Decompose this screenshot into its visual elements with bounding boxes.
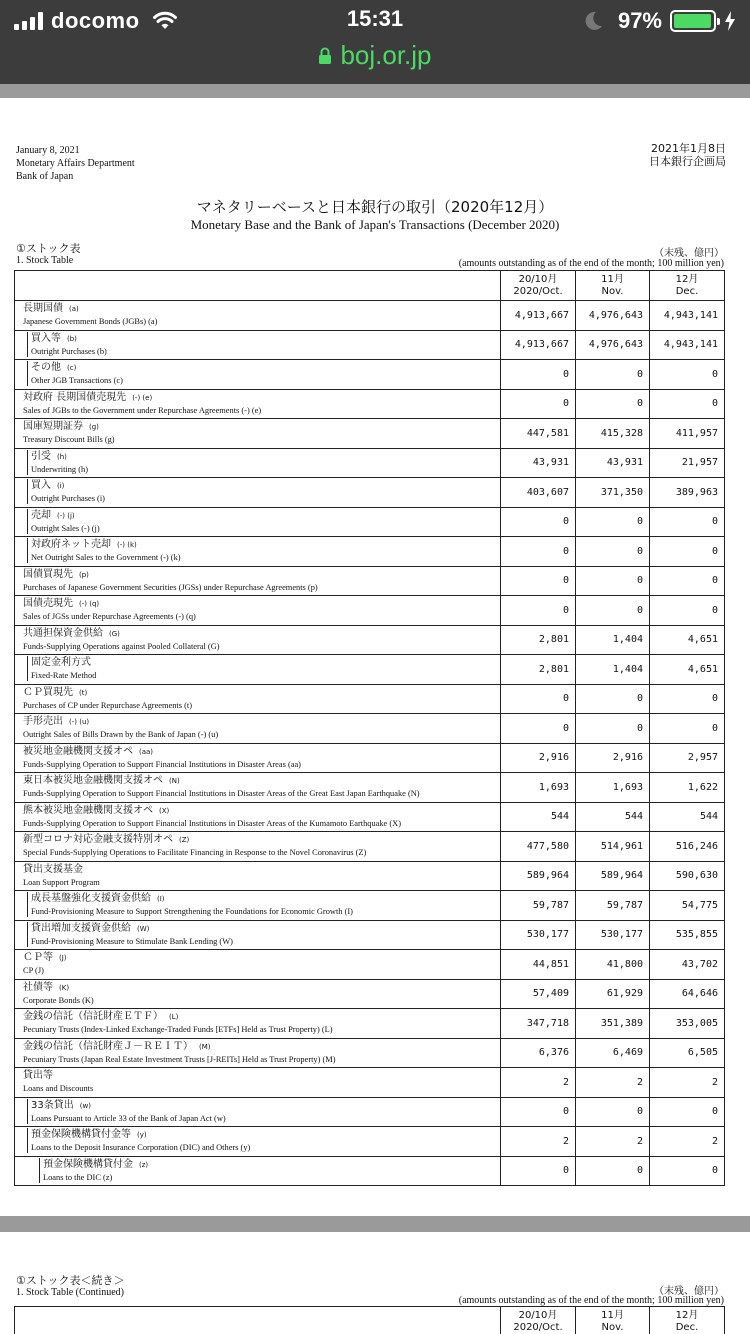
- battery-icon: [670, 10, 716, 32]
- column-header: 20/10月 2020/Oct.: [501, 1307, 576, 1334]
- value-cell: 0: [576, 1156, 650, 1186]
- row-label-en: Funds-Supplying Operations against Pooled Collateral (G): [23, 641, 220, 651]
- header-label-cell: [15, 1307, 501, 1334]
- row-label-cell: [15, 1009, 501, 1039]
- row-label-en: Purchases of Japanese Government Securities (JGSs) under Repurchase Agreements (p): [23, 582, 318, 592]
- row-label-jp: ＣＰ買現先 (t): [23, 686, 88, 698]
- value-cell: 59,787: [576, 891, 650, 921]
- column-header: 12月 Dec.: [650, 1307, 725, 1334]
- table-row: [15, 891, 725, 921]
- value-cell: 4,651: [650, 655, 725, 685]
- value-cell: 2: [650, 1127, 725, 1157]
- value-cell: 64,646: [650, 979, 725, 1009]
- table-row: [15, 861, 725, 891]
- value-cell: 1,404: [576, 655, 650, 685]
- row-label-en: Loans Pursuant to Article 33 of the Bank of Japan Act (w): [31, 1113, 226, 1123]
- stock-table: [14, 270, 725, 1186]
- url-text[interactable]: boj.or.jp: [340, 40, 432, 70]
- value-cell: 0: [650, 389, 725, 419]
- row-label-en: Sales of JGBs to the Government under Repurchase Agreements (-) (e): [23, 405, 262, 415]
- carrier-name: docomo: [51, 8, 140, 33]
- row-label-en: Corporate Bonds (K): [23, 995, 94, 1005]
- value-cell: 4,976,643: [576, 330, 650, 360]
- value-cell: 544: [576, 802, 650, 832]
- date-jp: 2021年1月8日: [651, 142, 726, 155]
- table-row: [15, 684, 725, 714]
- value-cell: 0: [576, 714, 650, 744]
- row-label-cell: [15, 684, 501, 714]
- table-row: [15, 979, 725, 1009]
- row-label-cell: [15, 802, 501, 832]
- table-row: [15, 448, 725, 478]
- value-cell: 54,775: [650, 891, 725, 921]
- value-cell: 0: [501, 714, 576, 744]
- row-label-cell: [15, 832, 501, 862]
- row-label-cell: [15, 655, 501, 685]
- value-cell: 61,929: [576, 979, 650, 1009]
- value-cell: 371,350: [576, 478, 650, 508]
- table-row: [15, 832, 725, 862]
- value-cell: 2: [576, 1068, 650, 1098]
- row-label-cell: [15, 419, 501, 449]
- value-cell: 590,630: [650, 861, 725, 891]
- value-cell: 0: [501, 537, 576, 567]
- page-title-en: Monetary Base and the Bank of Japan's Transactions (December 2020): [190, 217, 560, 232]
- value-cell: 403,607: [501, 478, 576, 508]
- row-label-jp: 熊本被災地金融機関支援オペ (X): [23, 804, 170, 816]
- row-label-jp: 社債等 (K): [23, 981, 70, 993]
- document-page-2: [0, 1232, 750, 1334]
- section-title-en: 1. Stock Table: [16, 255, 74, 266]
- row-label-en: Pecuniary Trusts (Japan Real Estate Investment Trusts [J-REITs] Held as Trust Property) (M): [23, 1054, 336, 1064]
- status-bar: [0, 0, 750, 84]
- row-label-en: Treasury Discount Bills (g): [23, 435, 115, 444]
- battery-percent: 97%: [617, 8, 662, 33]
- table-header-row: [15, 271, 725, 301]
- clock: 15:31: [346, 6, 404, 31]
- page-title-jp: マネタリーベースと日本銀行の取引（2020年12月）: [196, 198, 554, 216]
- value-cell: 0: [650, 507, 725, 537]
- row-label-en: Pecuniary Trusts (Index-Linked Exchange-Traded Funds [ETFs] Held as Trust Property) (L): [23, 1025, 333, 1034]
- row-label-en: Fixed-Rate Method: [31, 671, 97, 680]
- value-cell: 44,851: [501, 950, 576, 980]
- row-label-cell: [15, 1127, 501, 1157]
- row-label-jp: 売却 (-) (j): [31, 509, 75, 521]
- column-header: 11月 Nov.: [576, 1307, 650, 1334]
- value-cell: 0: [650, 1097, 725, 1127]
- row-label-jp: 長期国債 (a): [23, 303, 79, 314]
- value-cell: 0: [501, 360, 576, 390]
- value-cell: 2: [501, 1127, 576, 1157]
- value-cell: 0: [501, 1097, 576, 1127]
- row-label-en: Underwriting (h): [31, 464, 88, 474]
- header-left: [16, 144, 135, 183]
- value-cell: 59,787: [501, 891, 576, 921]
- value-cell: 6,505: [650, 1038, 725, 1068]
- dept-en: Monetary Affairs Department: [16, 158, 135, 169]
- row-label-en: Outright Purchases (b): [31, 346, 107, 356]
- table-row: [15, 920, 725, 950]
- value-cell: 0: [576, 1097, 650, 1127]
- row-label-cell: [15, 330, 501, 360]
- row-label-cell: [15, 448, 501, 478]
- unit-note-en: (amounts outstanding as of the end of the month; 100 million yen): [458, 258, 724, 269]
- value-cell: 347,718: [501, 1009, 576, 1039]
- page-separator: [0, 84, 750, 98]
- table-row: [15, 1127, 725, 1157]
- value-cell: 43,931: [576, 448, 650, 478]
- section-title-jp: ①ストック表: [16, 242, 81, 255]
- value-cell: 0: [501, 507, 576, 537]
- document-page: [0, 98, 750, 1216]
- row-label-cell: [15, 950, 501, 980]
- row-label-cell: [15, 478, 501, 508]
- table-row: [15, 1038, 725, 1068]
- row-label-cell: [15, 743, 501, 773]
- row-label-jp: その他 (c): [31, 362, 77, 373]
- row-label-en: Loan Support Program: [23, 877, 100, 887]
- value-cell: 2,916: [501, 743, 576, 773]
- row-label-jp: 金銭の信託（信託財産ＥＴＦ） (L): [23, 1011, 179, 1022]
- table-row: [15, 478, 725, 508]
- value-cell: 0: [576, 596, 650, 626]
- row-label-jp: 対政府ネット売却 (-) (k): [31, 539, 137, 550]
- row-label-cell: [15, 301, 501, 331]
- row-label-cell: [15, 773, 501, 803]
- row-label-en: Funds-Supplying Operation to Support Financial Institutions in Disaster Areas of the Great East Japan Earthquake (N): [23, 789, 420, 798]
- column-header: 11月 Nov.: [576, 271, 650, 301]
- value-cell: 4,943,141: [650, 301, 725, 331]
- value-cell: 2: [576, 1127, 650, 1157]
- row-label-jp: 貸出増加支援資金供給 (W): [31, 922, 150, 934]
- value-cell: 1,693: [576, 773, 650, 803]
- value-cell: 0: [501, 389, 576, 419]
- value-cell: 4,943,141: [650, 330, 725, 360]
- row-label-en: CP (J): [23, 966, 44, 975]
- table-row: [15, 301, 725, 331]
- value-cell: 389,963: [650, 478, 725, 508]
- section-title-jp: ①ストック表＜続き＞: [16, 1274, 125, 1287]
- row-label-cell: [15, 566, 501, 596]
- row-label-jp: 対政府 長期国債売現先 (-) (e): [23, 391, 153, 403]
- row-label-en: Sales of JGSs under Repurchase Agreements (-) (q): [23, 612, 196, 621]
- value-cell: 2,957: [650, 743, 725, 773]
- value-cell: 0: [501, 1156, 576, 1186]
- table-row: [15, 743, 725, 773]
- value-cell: 43,702: [650, 950, 725, 980]
- row-label-jp: 国庫短期証券 (g): [23, 421, 99, 432]
- value-cell: 351,389: [576, 1009, 650, 1039]
- row-label-jp: ＣＰ等 (J): [23, 952, 67, 963]
- row-label-en: Special Funds-Supplying Operations to Facilitate Financing in Response to the Novel Coronavirus (Z): [23, 848, 367, 857]
- row-label-en: Loans to the DIC (z): [43, 1172, 113, 1182]
- dept-jp: 日本銀行企画局: [649, 155, 726, 168]
- value-cell: 0: [576, 507, 650, 537]
- value-cell: 41,800: [576, 950, 650, 980]
- row-label-cell: [15, 537, 501, 567]
- unit-note-en: (amounts outstanding as of the end of the month; 100 million yen): [458, 1295, 724, 1306]
- stock-table-continued: [14, 1306, 725, 1334]
- value-cell: 0: [650, 537, 725, 567]
- value-cell: 2: [650, 1068, 725, 1098]
- value-cell: 0: [650, 566, 725, 596]
- row-label-jp: 預金保険機構貸付金等 (y): [31, 1129, 147, 1140]
- row-label-en: Net Outright Sales to the Government (-) (k): [31, 553, 181, 562]
- row-label-cell: [15, 507, 501, 537]
- value-cell: 0: [576, 360, 650, 390]
- row-label-en: Funds-Supplying Operation to Support Financial Institutions in Disaster Areas of the Kumamoto Earthquake (X): [23, 818, 401, 828]
- value-cell: 2,801: [501, 655, 576, 685]
- table-row: [15, 625, 725, 655]
- table-row: [15, 655, 725, 685]
- table-row: [15, 714, 725, 744]
- value-cell: 0: [501, 566, 576, 596]
- date-en: January 8, 2021: [16, 145, 80, 156]
- section-title-en: 1. Stock Table (Continued): [16, 1287, 124, 1298]
- value-cell: 589,964: [576, 861, 650, 891]
- table-row: [15, 802, 725, 832]
- value-cell: 0: [576, 684, 650, 714]
- value-cell: 1,693: [501, 773, 576, 803]
- lock-icon: [318, 47, 332, 65]
- moon-icon: [582, 10, 604, 32]
- value-cell: 1,622: [650, 773, 725, 803]
- value-cell: 2,801: [501, 625, 576, 655]
- row-label-jp: 貸出支援基金: [23, 863, 83, 875]
- row-label-cell: [15, 625, 501, 655]
- value-cell: 535,855: [650, 920, 725, 950]
- row-label-jp: 固定金利方式: [31, 657, 91, 668]
- value-cell: 0: [576, 566, 650, 596]
- value-cell: 6,469: [576, 1038, 650, 1068]
- value-cell: 0: [650, 596, 725, 626]
- value-cell: 530,177: [501, 920, 576, 950]
- value-cell: 43,931: [501, 448, 576, 478]
- value-cell: 544: [650, 802, 725, 832]
- value-cell: 415,328: [576, 419, 650, 449]
- value-cell: 589,964: [501, 861, 576, 891]
- row-label-jp: 新型コロナ対応金融支援特別オペ (Z): [23, 834, 190, 845]
- bank-en: Bank of Japan: [16, 171, 74, 182]
- unit-note-jp: （末残、億円）: [654, 248, 724, 259]
- row-label-cell: [15, 1156, 501, 1186]
- value-cell: 0: [650, 684, 725, 714]
- row-label-jp: 買入等 (b): [31, 332, 77, 344]
- row-label-jp: 成長基盤強化支援資金供給 (I): [31, 893, 165, 904]
- header-label-cell: [15, 271, 501, 301]
- row-label-en: Outright Purchases (i): [31, 494, 105, 503]
- table-row: [15, 507, 725, 537]
- row-label-jp: 国債売現先 (-) (q): [23, 598, 100, 609]
- row-label-cell: [15, 861, 501, 891]
- row-label-jp: 共通担保資金供給 (G): [23, 627, 120, 639]
- table-row: [15, 1156, 725, 1186]
- value-cell: 21,957: [650, 448, 725, 478]
- row-label-cell: [15, 891, 501, 921]
- row-label-cell: [15, 1038, 501, 1068]
- column-header: 20/10月 2020/Oct.: [501, 271, 576, 301]
- value-cell: 447,581: [501, 419, 576, 449]
- row-label-jp: 引受 (h): [31, 450, 67, 462]
- value-cell: 0: [501, 684, 576, 714]
- table-header-row: [15, 1307, 725, 1334]
- table-row: [15, 389, 725, 419]
- value-cell: 516,246: [650, 832, 725, 862]
- row-label-en: Outright Sales of Bills Drawn by the Bank of Japan (-) (u): [23, 730, 219, 739]
- value-cell: 0: [501, 596, 576, 626]
- row-label-jp: 国債買現先 (p): [23, 568, 89, 580]
- row-label-cell: [15, 714, 501, 744]
- table-row: [15, 537, 725, 567]
- value-cell: 6,376: [501, 1038, 576, 1068]
- value-cell: 0: [650, 1156, 725, 1186]
- row-label-jp: 預金保険機構貸付金 (z): [43, 1158, 149, 1170]
- row-label-en: Fund-Provisioning Measure to Support Strengthening the Foundations for Economic Growth (I): [31, 907, 353, 916]
- table-row: [15, 596, 725, 626]
- value-cell: 0: [576, 537, 650, 567]
- page-separator: [0, 1216, 750, 1232]
- row-label-cell: [15, 360, 501, 390]
- row-label-jp: 被災地金融機関支援オペ (aa): [23, 745, 154, 757]
- row-label-en: Loans and Discounts: [23, 1084, 94, 1093]
- row-label-en: Other JGB Transactions (c): [31, 376, 123, 385]
- value-cell: 514,961: [576, 832, 650, 862]
- row-label-en: Outright Sales (-) (j): [31, 523, 100, 533]
- table-row: [15, 773, 725, 803]
- row-label-jp: 東日本被災地金融機関支援オペ (N): [23, 775, 180, 786]
- value-cell: 4,651: [650, 625, 725, 655]
- value-cell: 4,913,667: [501, 330, 576, 360]
- row-label-jp: 金銭の信託（信託財産Ｊ－ＲＥＩＴ） (M): [23, 1040, 211, 1052]
- column-header: 12月 Dec.: [650, 271, 725, 301]
- value-cell: 1,404: [576, 625, 650, 655]
- unit-note-jp: （末残、億円）: [654, 1286, 724, 1297]
- row-label-jp: 33条貸出 (w): [31, 1099, 91, 1111]
- table-row: [15, 419, 725, 449]
- value-cell: 4,976,643: [576, 301, 650, 331]
- table-row: [15, 1009, 725, 1039]
- value-cell: 2,916: [576, 743, 650, 773]
- address-bar[interactable]: [0, 40, 750, 71]
- table-row: [15, 950, 725, 980]
- value-cell: 0: [576, 389, 650, 419]
- value-cell: 0: [650, 360, 725, 390]
- row-label-jp: 手形売出 (-) (u): [23, 716, 90, 727]
- value-cell: 2: [501, 1068, 576, 1098]
- row-label-cell: [15, 596, 501, 626]
- row-label-cell: [15, 920, 501, 950]
- row-label-cell: [15, 979, 501, 1009]
- row-label-en: Loans to the Deposit Insurance Corporation (DIC) and Others (y): [31, 1143, 251, 1152]
- row-label-cell: [15, 1097, 501, 1127]
- row-label-en: Fund-Provisioning Measure to Stimulate Bank Lending (W): [31, 936, 233, 946]
- table-row: [15, 330, 725, 360]
- row-label-en: Funds-Supplying Operation to Support Financial Institutions in Disaster Areas (aa): [23, 759, 301, 769]
- value-cell: 477,580: [501, 832, 576, 862]
- value-cell: 411,957: [650, 419, 725, 449]
- row-label-cell: [15, 1068, 501, 1098]
- value-cell: 353,005: [650, 1009, 725, 1039]
- row-label-en: Japanese Government Bonds (JGBs) (a): [23, 317, 158, 326]
- value-cell: 4,913,667: [501, 301, 576, 331]
- row-label-cell: [15, 389, 501, 419]
- charging-bolt-icon: [724, 11, 736, 31]
- table-row: [15, 360, 725, 390]
- table-row: [15, 1097, 725, 1127]
- value-cell: 0: [650, 714, 725, 744]
- value-cell: 57,409: [501, 979, 576, 1009]
- row-label-jp: 貸出等: [23, 1070, 53, 1081]
- row-label-en: Purchases of CP under Repurchase Agreements (t): [23, 700, 193, 710]
- value-cell: 530,177: [576, 920, 650, 950]
- row-label-jp: 買入 (i): [31, 480, 65, 491]
- value-cell: 544: [501, 802, 576, 832]
- table-row: [15, 566, 725, 596]
- header-right: [649, 142, 726, 168]
- table-row: [15, 1068, 725, 1098]
